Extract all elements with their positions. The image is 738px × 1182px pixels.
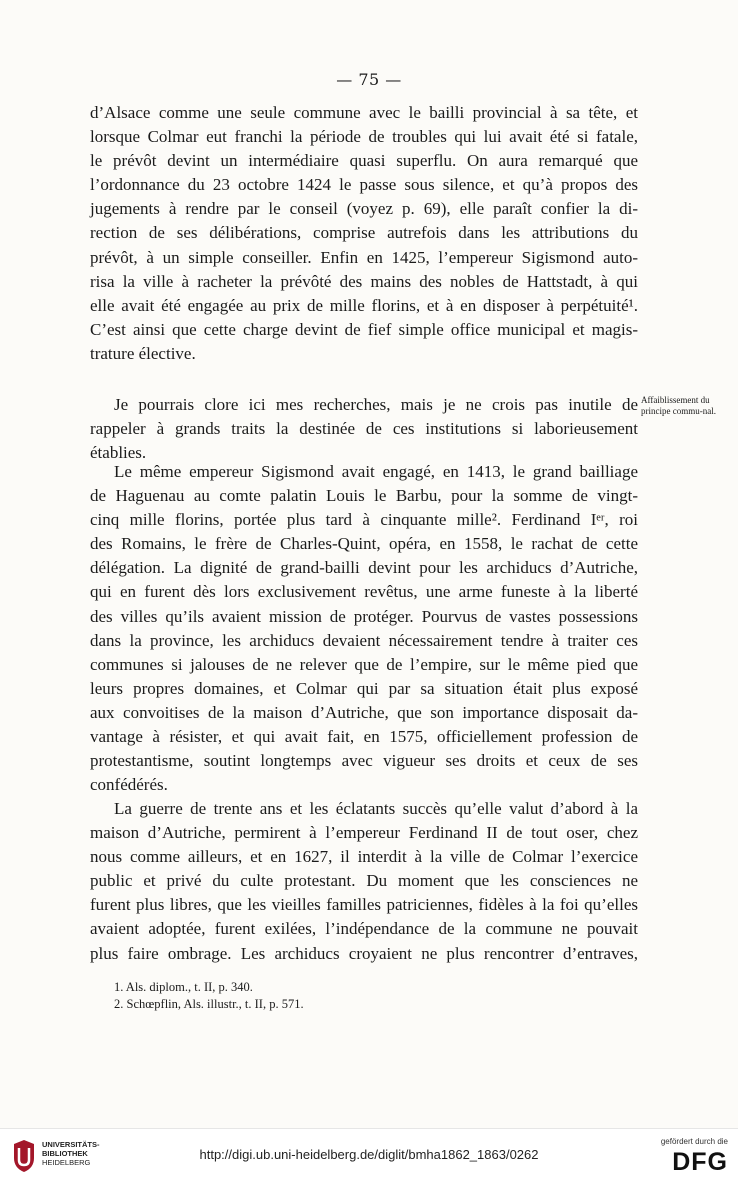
footnotes	[114, 979, 614, 1013]
text-line: C’est ainsi que cette charge devint de fief simple office municipal et magis-	[90, 319, 638, 339]
text-line: aux convoitises de la maison d’Autriche, que son importance disposait da-	[90, 702, 638, 722]
paragraph-3	[90, 460, 638, 797]
text-line: l’ordonnance du 23 octobre 1424 le passe sous silence, et qu’à propos des	[90, 175, 638, 195]
text-line: Le même empereur Sigismond avait engagé, en 1413, le grand bailliage	[114, 462, 638, 481]
text-line: de Haguenau au comte palatin Louis le Barbu, pour la somme de vingt-	[90, 486, 638, 506]
text-line: lorsque Colmar eut franchi la période de troubles qui lui avait été si fatale,	[90, 127, 638, 147]
library-name-line: BIBLIOTHEK	[42, 1149, 88, 1158]
text-line: établies.	[90, 443, 147, 463]
text-line: délégation. La dignité de grand-bailli devint pour les archiducs d’Autriche,	[90, 558, 638, 578]
text-line: nous comme ailleurs, et en 1627, il interdit à la ville de Colmar l’exercice	[90, 847, 638, 867]
text-line: public et privé du culte protestant. Du moment que les consciences ne	[90, 871, 638, 891]
text-line: communes si jalouses de ne relever que de l’empire, sur le même pied que	[90, 654, 638, 674]
text-line: jugements à rendre par le conseil (voyez p. 69), elle paraît confier la di-	[90, 199, 638, 219]
text-line: furent plus libres, que les vieilles familles patriciennes, fidèles à la foi qu’elles	[90, 895, 638, 915]
margin-note: Affaiblissement du principe commu-nal.	[641, 395, 716, 416]
text-line: prévôt, à un simple conseiller. Enfin en 1425, l’empereur Sigismond auto-	[90, 247, 638, 267]
text-line: risa la ville à racheter la prévôté des mains des nobles de Hattstadt, à qui	[90, 271, 638, 291]
paragraph-2	[90, 393, 638, 465]
text-line: des villes qu’ils avaient mission de protéger. Pourvus de vastes possessions	[90, 606, 638, 626]
text-line: La guerre de trente ans et les éclatants succès qu’elle valut d’abord à la	[114, 799, 638, 818]
text-line: confédérés.	[90, 775, 168, 795]
text-line: avaient adoptée, furent exilées, l’indépendance de la commune ne pouvait	[90, 919, 638, 939]
text-line: qui en furent dès lors exclusivement revêtus, une arme funeste à la liberté	[90, 582, 638, 602]
text-line: des Romains, le frère de Charles-Quint, opéra, en 1558, le rachat de cette	[90, 534, 638, 554]
text-line: dans la province, les archiducs devaient nécessairement tendre à traiter ces	[90, 630, 638, 650]
dfg-logo: DFG	[672, 1148, 728, 1176]
footnote: 1. Als. diplom., t. II, p. 340.	[114, 980, 253, 994]
text-line: trature élective.	[90, 343, 196, 363]
library-name-line: HEIDELBERG	[42, 1158, 91, 1167]
text-line: d’Alsace comme une seule commune avec le bailli provincial à sa tête, et	[90, 103, 638, 122]
text-line: le prévôt devint un intermédiaire quasi superflu. On aura remarqué que	[90, 151, 638, 171]
text-line: leurs propres domaines, et Colmar qui par sa situation était plus exposé	[90, 678, 638, 698]
text-line: plus faire ombrage. Les archiducs croyaient ne plus rencontrer d’entraves,	[90, 943, 638, 963]
text-line: rection de ses délibérations, comprise autrefois dans les attributions du	[90, 223, 638, 243]
text-line: cinq mille florins, portée plus tard à cinquante mille². Ferdinand Iᵉʳ, roi	[90, 510, 638, 530]
page-number: — 75 —	[336, 70, 402, 89]
paragraph-4	[90, 797, 638, 966]
text-line: protestantisme, soutint longtemps avec vigueur ses droits et ceux de ses	[90, 751, 638, 771]
text-line: elle avait été engagée au prix de mille florins, et à en disposer à perpétuité¹.	[90, 295, 638, 315]
funding-label: gefördert durch die	[660, 1137, 728, 1146]
permalink-url[interactable]: http://digi.ub.uni-heidelberg.de/diglit/bmha1862_1863/0262	[199, 1147, 539, 1162]
text-line: rappeler à grands traits la destinée de ces institutions si laborieusement	[90, 419, 638, 439]
paragraph-1	[90, 101, 638, 366]
viewer-footer	[0, 1128, 738, 1182]
text-line: maison d’Autriche, permirent à l’empereur Ferdinand II de tout oser, chez	[90, 823, 638, 843]
text-line: vantage à résister, et qui avait fait, en 1575, officiellement profession de	[90, 727, 638, 747]
library-name-line: UNIVERSITÄTS-	[42, 1140, 100, 1149]
footnote: 2. Schœpflin, Als. illustr., t. II, p. 571.	[114, 997, 304, 1011]
text-line: Je pourrais clore ici mes recherches, mais je ne crois pas inutile de	[114, 395, 638, 414]
